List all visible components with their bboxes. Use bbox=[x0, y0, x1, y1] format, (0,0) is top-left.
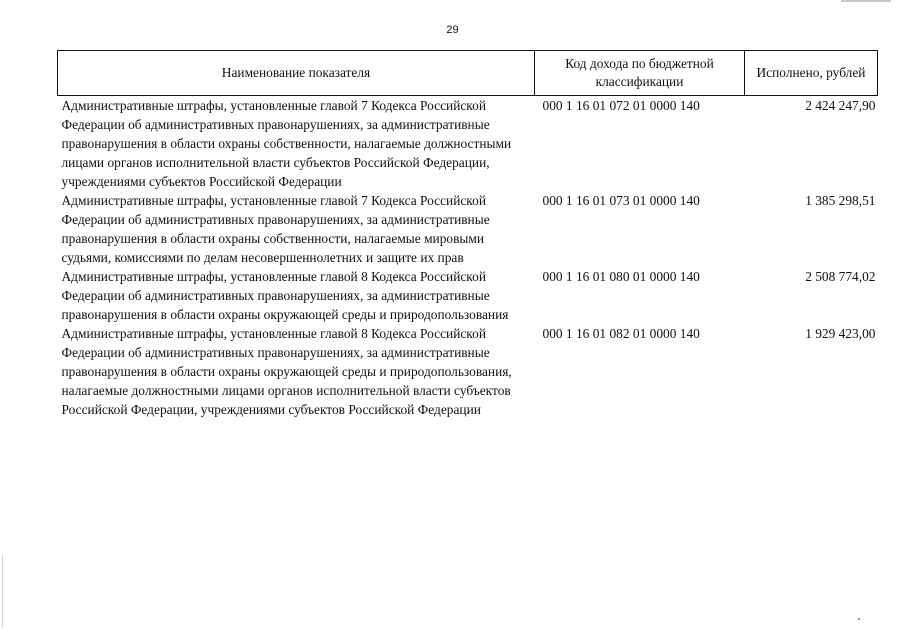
scan-edge-mark-left bbox=[2, 555, 3, 627]
scan-speck bbox=[858, 618, 860, 620]
revenue-table bbox=[57, 50, 878, 419]
budget-code: 000 1 16 01 082 01 0000 140 bbox=[542, 326, 700, 341]
page-number: 29 bbox=[446, 24, 459, 36]
column-header-code: Код дохода по бюджетной классификации bbox=[535, 51, 745, 96]
budget-code: 000 1 16 01 072 01 0000 140 bbox=[542, 98, 700, 113]
table-row bbox=[58, 267, 878, 324]
scan-edge-mark-top bbox=[841, 0, 891, 2]
budget-code: 000 1 16 01 073 01 0000 140 bbox=[542, 193, 700, 208]
executed-amount: 2 424 247,90 bbox=[805, 98, 876, 113]
column-header-name: Наименование показателя bbox=[58, 51, 535, 96]
executed-amount: 2 508 774,02 bbox=[805, 269, 876, 284]
indicator-name: Административные штрафы, установленные главой 7 Кодекса Российской Федерации об административных правонарушениях, за административные правонарушения в области охраны собственности, налагаемые мировыми судьями, комиссиями по делам несовершеннолетних и защите их прав bbox=[61, 193, 490, 265]
executed-amount: 1 385 298,51 bbox=[805, 193, 876, 208]
table-row bbox=[58, 324, 878, 419]
executed-amount: 1 929 423,00 bbox=[805, 326, 876, 341]
table-header-row bbox=[58, 51, 878, 96]
indicator-name: Административные штрафы, установленные главой 7 Кодекса Российской Федерации об административных правонарушениях, за административные правонарушения в области охраны собственности, налагаемые должностными лицами органов исполнительной власти субъектов Российской Федерации, учреждениями субъектов Российской Федерации bbox=[61, 98, 512, 189]
table-row bbox=[58, 191, 878, 267]
indicator-name: Административные штрафы, установленные главой 8 Кодекса Российской Федерации об административных правонарушениях, за административные правонарушения в области охраны окружающей среды и природопользования bbox=[61, 269, 509, 322]
indicator-name: Административные штрафы, установленные главой 8 Кодекса Российской Федерации об административных правонарушениях, за административные правонарушения в области охраны окружающей среды и природопользования, налагаемые должностными лицами органов исполнительной власти субъектов Российской Федерации, учреждениями субъектов Российской Федерации bbox=[61, 326, 512, 417]
budget-code: 000 1 16 01 080 01 0000 140 bbox=[542, 269, 700, 284]
column-header-amount: Исполнено, рублей bbox=[745, 51, 878, 96]
table-row bbox=[58, 96, 878, 192]
